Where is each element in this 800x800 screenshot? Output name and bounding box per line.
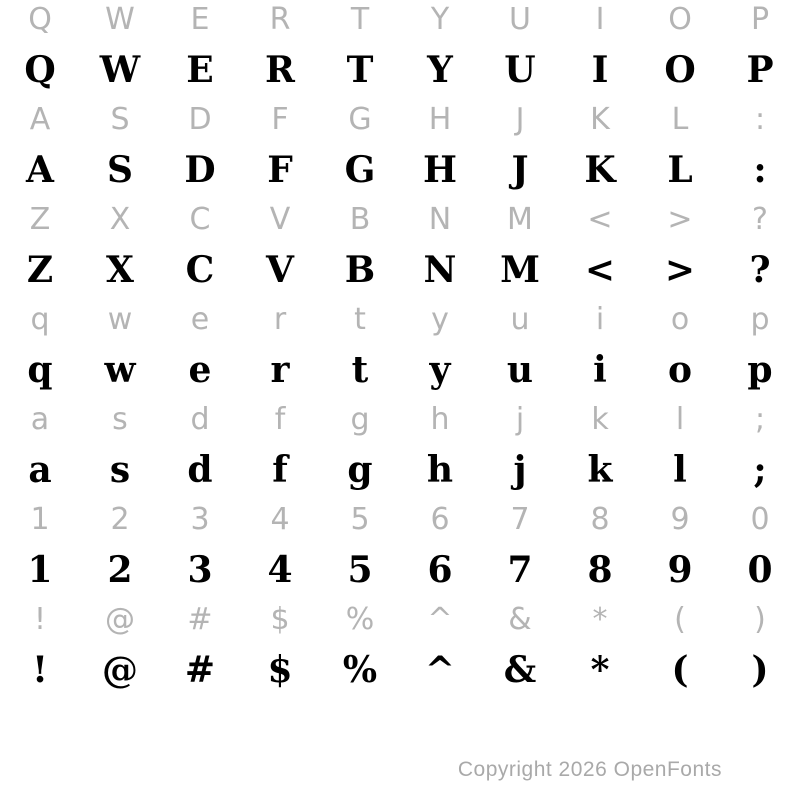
glyph-cell: w bbox=[107, 302, 133, 337]
glyph-cell: P bbox=[750, 2, 770, 37]
glyph-cell: < bbox=[587, 202, 613, 237]
glyph-cell: i bbox=[595, 302, 605, 337]
glyph-cell: C bbox=[185, 249, 215, 291]
glyph-cell: 9 bbox=[670, 502, 690, 537]
copyright-text: Copyright 2026 OpenFonts bbox=[457, 758, 722, 781]
glyph-cell: I bbox=[595, 2, 605, 37]
sample-row-regular-gray bbox=[0, 500, 800, 550]
glyph-cell: ) bbox=[754, 602, 766, 637]
glyph-cell: T bbox=[350, 2, 370, 37]
glyph-cell: k bbox=[587, 449, 613, 491]
glyph-cell: a bbox=[30, 402, 50, 437]
glyph-cell: ; bbox=[754, 402, 766, 437]
glyph-cell: * bbox=[592, 602, 608, 637]
glyph-cell: N bbox=[423, 249, 457, 291]
glyph-cell: s bbox=[112, 402, 128, 437]
sample-row-bold-black bbox=[0, 50, 800, 100]
glyph-cell: 4 bbox=[270, 502, 290, 537]
glyph-cell: E bbox=[186, 49, 214, 91]
glyph-cell: y bbox=[431, 302, 449, 337]
glyph-row-pair bbox=[0, 600, 800, 700]
glyph-cell: 6 bbox=[427, 549, 453, 591]
glyph-cell: W bbox=[105, 2, 135, 37]
glyph-cell: J bbox=[515, 102, 525, 137]
glyph-cell: P bbox=[746, 49, 774, 91]
glyph-cell: d bbox=[190, 402, 210, 437]
glyph-cell: > bbox=[664, 249, 696, 291]
glyph-cell: G bbox=[344, 149, 376, 191]
glyph-cell: B bbox=[344, 249, 376, 291]
glyph-cell: 1 bbox=[27, 549, 53, 591]
glyph-cell: X bbox=[109, 202, 131, 237]
glyph-cell: < bbox=[584, 249, 616, 291]
glyph-cell: t bbox=[354, 302, 366, 337]
glyph-cell: K bbox=[584, 149, 616, 191]
glyph-cell: f bbox=[274, 402, 286, 437]
glyph-cell: 9 bbox=[667, 549, 693, 591]
glyph-cell: 1 bbox=[30, 502, 50, 537]
glyph-cell: u bbox=[510, 302, 530, 337]
glyph-cell: 3 bbox=[187, 549, 213, 591]
glyph-cell: r bbox=[273, 302, 287, 337]
glyph-cell: g bbox=[350, 402, 370, 437]
glyph-cell: 0 bbox=[750, 502, 770, 537]
glyph-cell: # bbox=[184, 649, 216, 691]
glyph-cell: F bbox=[271, 102, 289, 137]
glyph-cell: 5 bbox=[350, 502, 370, 537]
glyph-cell: w bbox=[104, 349, 136, 391]
glyph-cell: V bbox=[269, 202, 291, 237]
glyph-cell: h bbox=[426, 449, 454, 491]
glyph-cell: U bbox=[509, 2, 531, 37]
glyph-cell: h bbox=[430, 402, 450, 437]
glyph-cell: R bbox=[269, 2, 291, 37]
glyph-cell: * bbox=[590, 649, 610, 691]
glyph-cell: k bbox=[591, 402, 609, 437]
glyph-cell: Y bbox=[427, 49, 453, 91]
glyph-cell: 2 bbox=[107, 549, 133, 591]
glyph-cell: o bbox=[667, 349, 692, 391]
glyph-cell: l bbox=[673, 449, 687, 491]
glyph-cell: i bbox=[593, 349, 607, 391]
glyph-cell: A bbox=[29, 102, 51, 137]
glyph-cell: H bbox=[422, 149, 457, 191]
glyph-cell: 8 bbox=[590, 502, 610, 537]
glyph-cell: 3 bbox=[190, 502, 210, 537]
glyph-cell: X bbox=[106, 249, 134, 291]
glyph-cell: 5 bbox=[347, 549, 373, 591]
glyph-row-pair bbox=[0, 400, 800, 500]
glyph-cell: V bbox=[266, 249, 294, 291]
glyph-cell: 6 bbox=[430, 502, 450, 537]
glyph-cell: K bbox=[590, 102, 610, 137]
sample-row-bold-black bbox=[0, 350, 800, 400]
glyph-cell: ! bbox=[33, 602, 47, 637]
glyph-cell: @ bbox=[105, 602, 135, 637]
glyph-cell: y bbox=[429, 349, 451, 391]
glyph-cell: : bbox=[753, 149, 767, 191]
glyph-cell: @ bbox=[102, 649, 138, 691]
glyph-cell: ; bbox=[753, 449, 767, 491]
glyph-cell: ^ bbox=[424, 649, 456, 691]
sample-row-regular-gray bbox=[0, 100, 800, 150]
glyph-cell: g bbox=[347, 449, 373, 491]
glyph-row-pair bbox=[0, 300, 800, 400]
glyph-cell: f bbox=[272, 449, 288, 491]
glyph-cell: j bbox=[513, 449, 527, 491]
glyph-cell: F bbox=[267, 149, 293, 191]
sample-row-regular-gray bbox=[0, 200, 800, 250]
glyph-cell: 2 bbox=[110, 502, 130, 537]
glyph-row-pair bbox=[0, 200, 800, 300]
glyph-cell: ( bbox=[674, 602, 686, 637]
glyph-cell: q bbox=[27, 349, 53, 391]
glyph-cell: Y bbox=[430, 2, 450, 37]
sample-row-bold-black bbox=[0, 650, 800, 700]
glyph-cell: Q bbox=[24, 49, 56, 91]
sample-row-bold-black bbox=[0, 250, 800, 300]
glyph-cell: q bbox=[30, 302, 50, 337]
glyph-cell: & bbox=[508, 602, 532, 637]
glyph-cell: ? bbox=[749, 249, 771, 291]
glyph-cell: E bbox=[190, 2, 210, 37]
glyph-cell: L bbox=[671, 102, 689, 137]
sample-row-regular-gray bbox=[0, 0, 800, 50]
glyph-cell: C bbox=[189, 202, 211, 237]
sample-row-bold-black bbox=[0, 550, 800, 600]
glyph-cell: U bbox=[504, 49, 536, 91]
glyph-cell: M bbox=[500, 249, 540, 291]
glyph-cell: # bbox=[187, 602, 213, 637]
glyph-cell: ) bbox=[751, 649, 769, 691]
glyph-cell: O bbox=[664, 49, 696, 91]
glyph-cell: % bbox=[342, 649, 378, 691]
glyph-cell: J bbox=[511, 149, 529, 191]
glyph-cell: S bbox=[107, 149, 133, 191]
glyph-cell: S bbox=[110, 102, 130, 137]
glyph-cell: W bbox=[99, 49, 141, 91]
glyph-cell: > bbox=[667, 202, 693, 237]
glyph-cell: 4 bbox=[267, 549, 293, 591]
glyph-cell: H bbox=[428, 102, 452, 137]
glyph-cell: N bbox=[428, 202, 452, 237]
glyph-cell: M bbox=[507, 202, 533, 237]
sample-row-regular-gray bbox=[0, 300, 800, 350]
glyph-cell: % bbox=[345, 602, 375, 637]
glyph-cell: ( bbox=[671, 649, 689, 691]
glyph-cell: $ bbox=[270, 602, 290, 637]
glyph-cell: p bbox=[750, 302, 770, 337]
glyph-cell: D bbox=[188, 102, 212, 137]
glyph-cell: R bbox=[265, 49, 295, 91]
glyph-cell: Z bbox=[29, 202, 51, 237]
glyph-cell: l bbox=[675, 402, 685, 437]
glyph-cell: s bbox=[109, 449, 131, 491]
glyph-cell: 8 bbox=[587, 549, 613, 591]
glyph-cell: a bbox=[28, 449, 52, 491]
glyph-row-pair bbox=[0, 500, 800, 600]
glyph-cell: L bbox=[667, 149, 693, 191]
sample-row-bold-black bbox=[0, 150, 800, 200]
glyph-cell: 7 bbox=[510, 502, 530, 537]
glyph-cell: D bbox=[184, 149, 216, 191]
glyph-cell: j bbox=[515, 402, 525, 437]
glyph-cell: e bbox=[190, 302, 210, 337]
glyph-cell: ! bbox=[32, 649, 48, 691]
glyph-cell: e bbox=[188, 349, 212, 391]
glyph-cell: d bbox=[187, 449, 213, 491]
glyph-cell: Z bbox=[26, 249, 54, 291]
sample-row-regular-gray bbox=[0, 600, 800, 650]
glyph-cell: ^ bbox=[427, 602, 453, 637]
glyph-cell: & bbox=[503, 649, 537, 691]
glyph-cell: B bbox=[349, 202, 371, 237]
glyph-cell: I bbox=[591, 49, 609, 91]
glyph-cell: r bbox=[270, 349, 290, 391]
glyph-row-pair bbox=[0, 100, 800, 200]
glyph-row-pair bbox=[0, 0, 800, 100]
glyph-cell: : bbox=[754, 102, 766, 137]
glyph-cell: 7 bbox=[507, 549, 533, 591]
glyph-cell: o bbox=[670, 302, 690, 337]
glyph-cell: $ bbox=[267, 649, 293, 691]
sample-row-regular-gray bbox=[0, 400, 800, 450]
glyph-cell: O bbox=[668, 2, 692, 37]
glyph-cell: u bbox=[506, 349, 534, 391]
glyph-cell: G bbox=[348, 102, 372, 137]
glyph-cell: t bbox=[351, 349, 369, 391]
glyph-cell: T bbox=[346, 49, 374, 91]
glyph-cell: Q bbox=[28, 2, 52, 37]
glyph-cell: ? bbox=[752, 202, 768, 237]
glyph-cell: p bbox=[747, 349, 773, 391]
sample-row-bold-black bbox=[0, 450, 800, 500]
glyph-cell: A bbox=[26, 149, 54, 191]
glyph-cell: 0 bbox=[747, 549, 773, 591]
